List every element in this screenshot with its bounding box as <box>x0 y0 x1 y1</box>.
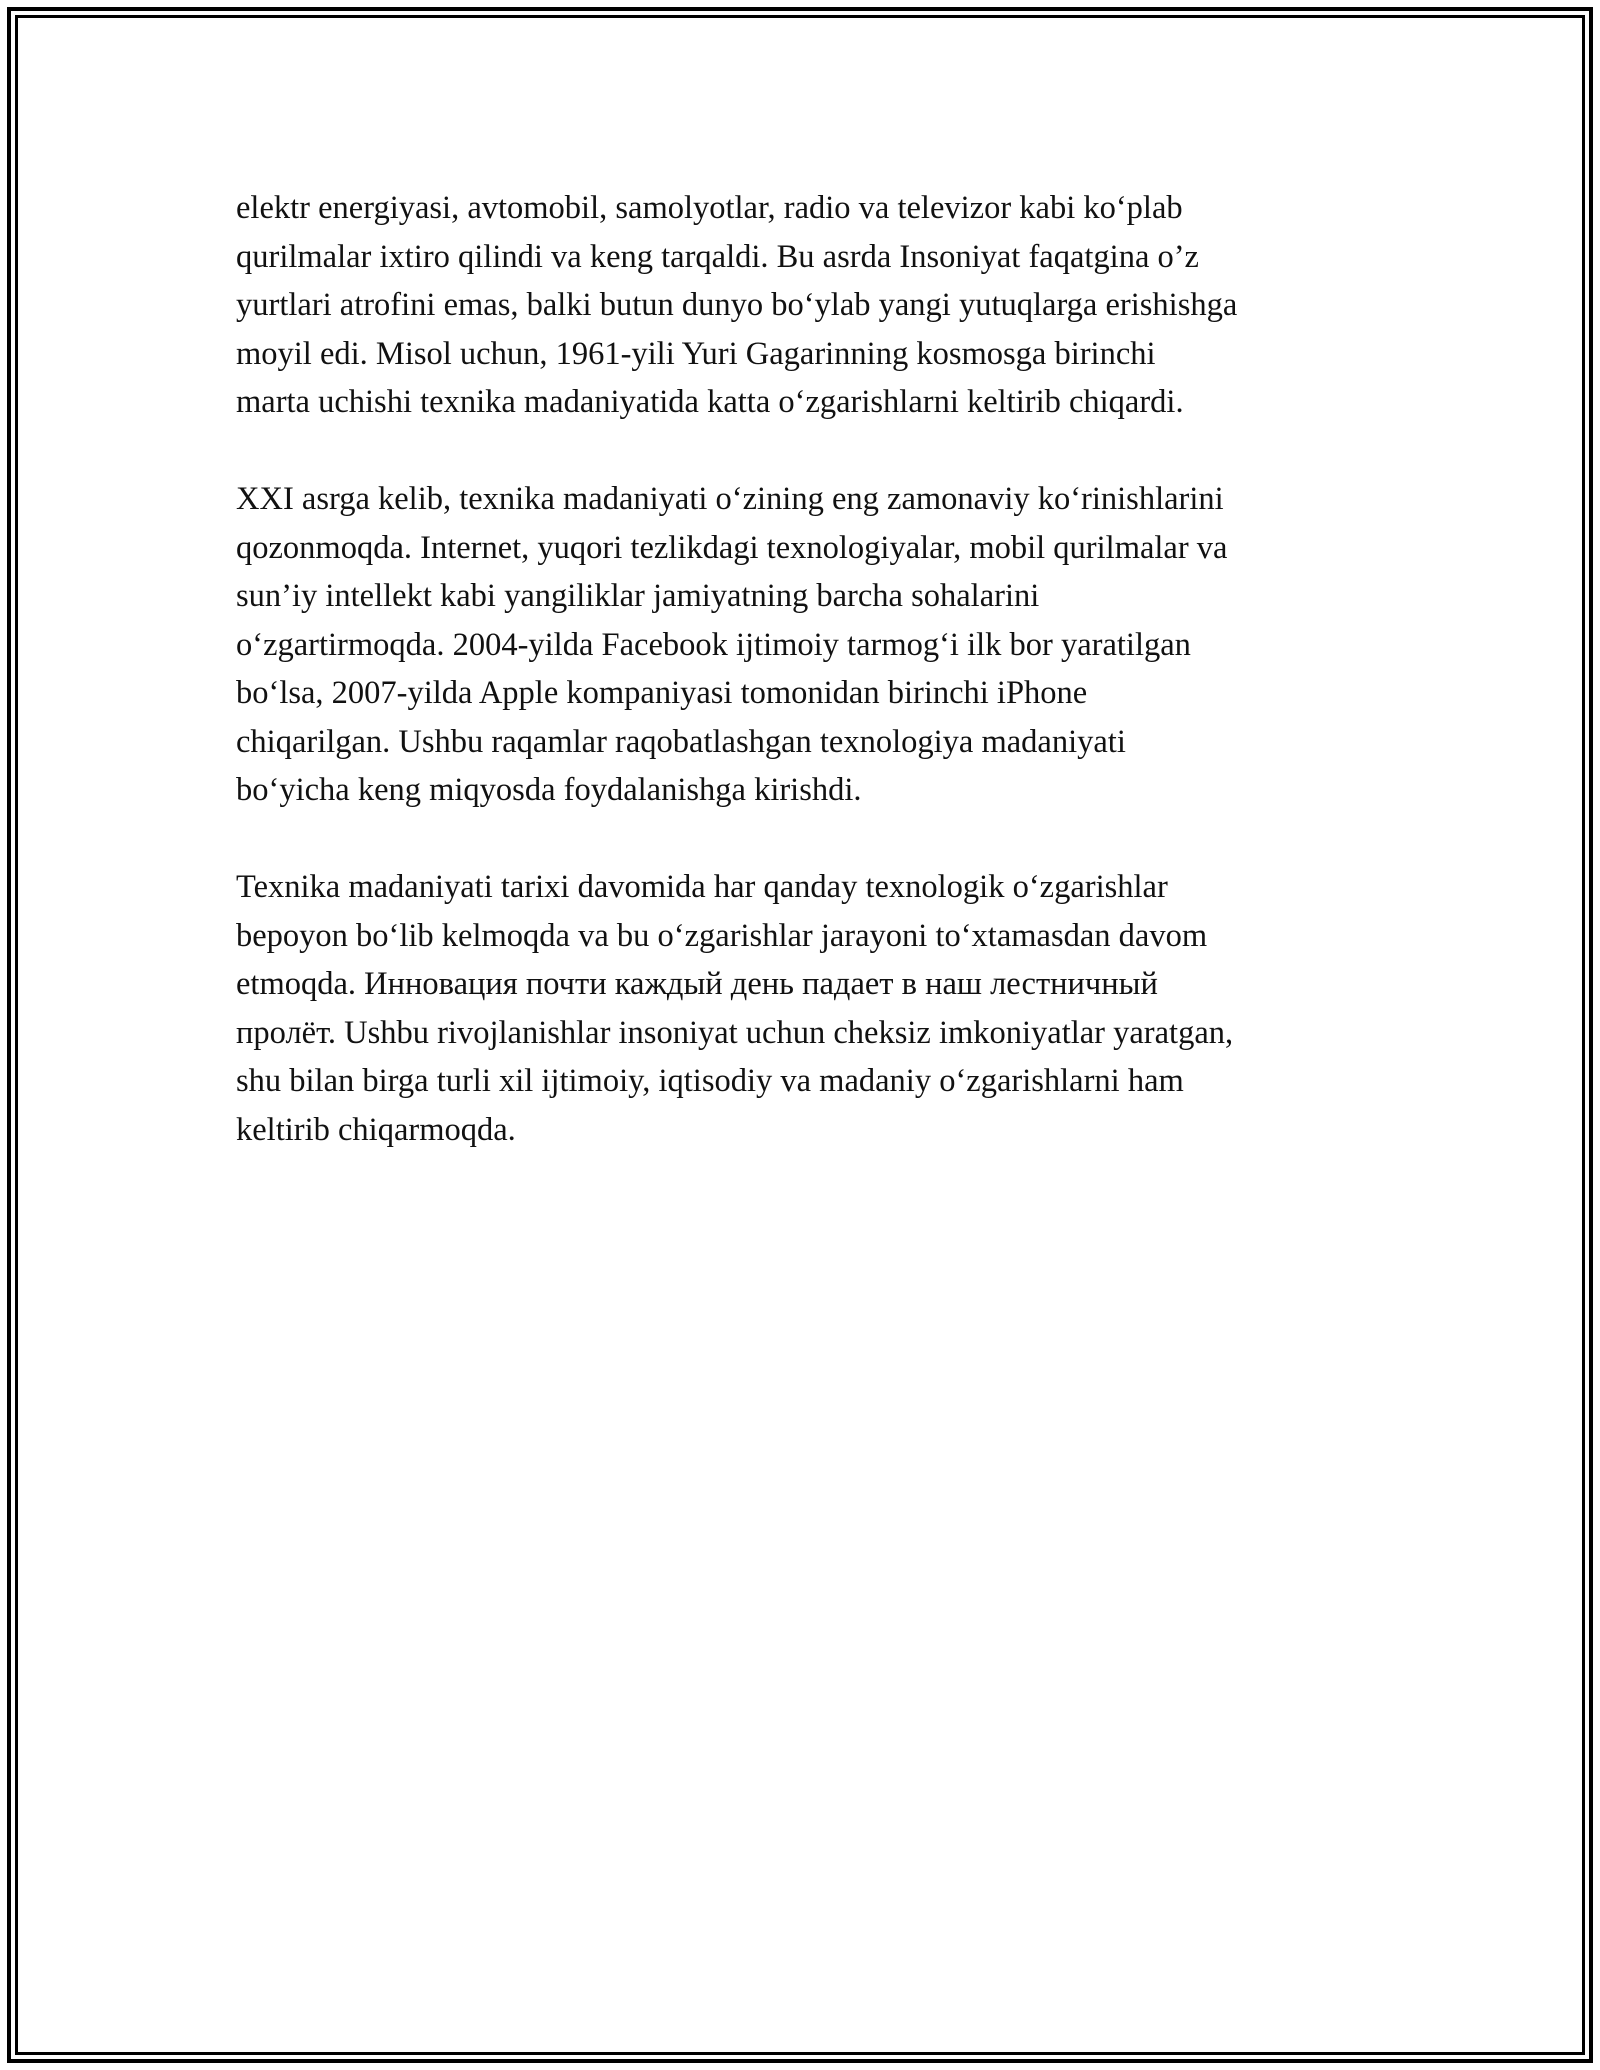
text-line: XXI asrga kelib, texnika madaniyati o‘zining eng zamonaviy ko‘rinishlarini <box>236 481 1224 517</box>
text-line: etmoqda. Инновация почти каждый день падает в наш лестничный <box>236 966 1158 1002</box>
text-line: marta uchishi texnika madaniyatida katta o‘zgarishlarni keltirib chiqardi. <box>236 384 1184 420</box>
text-line: keltirib chiqarmoqda. <box>236 1111 516 1148</box>
text-line: yurtlari atrofini emas, balki butun dunyo bo‘ylab yangi yutuqlarga erishishga <box>236 287 1238 323</box>
paragraph-1 <box>236 184 1386 427</box>
text-line: qozonmoqda. Internet, yuqori tezlikdagi texnologiyalar, mobil qurilmalar va <box>236 529 1228 566</box>
text-line: bepoyon bo‘lib kelmoqda va bu o‘zgarishlar jarayoni to‘xtamasdan davom <box>236 917 1208 954</box>
text-line: chiqarilgan. Ushbu raqamlar raqobatlashgan texnologiya madaniyati <box>236 723 1126 760</box>
text-line: bo‘yicha keng miqyosda foydalanishga kirishdi. <box>236 772 862 808</box>
paragraph-2 <box>236 475 1386 815</box>
text-line: пролёт. Ushbu rivojlanishlar insoniyat uchun cheksiz imkoniyatlar yaratgan, <box>236 1014 1234 1051</box>
text-line: elektr energiyasi, avtomobil, samolyotlar, radio va televizor kabi ko‘plab <box>236 190 1183 226</box>
text-line: sun’iy intellekt kabi yangiliklar jamiyatning barcha sohalarini <box>236 578 1040 614</box>
text-line: shu bilan birga turli xil ijtimoiy, iqtisodiy va madaniy o‘zgarishlarni ham <box>236 1063 1184 1099</box>
document-body <box>236 184 1386 1203</box>
text-line: Texnika madaniyati tarixi davomida har qanday texnologik o‘zgarishlar <box>236 869 1168 905</box>
text-line: o‘zgartirmoqda. 2004-yilda Facebook ijtimoiy tarmog‘i ilk bor yaratilgan <box>236 626 1191 663</box>
text-line: bo‘lsa, 2007-yilda Apple kompaniyasi tomonidan birinchi iPhone <box>236 675 1088 711</box>
text-line: moyil edi. Misol uchun, 1961-yili Yuri Gagarinning kosmosga birinchi <box>236 335 1156 372</box>
paragraph-3 <box>236 863 1386 1154</box>
text-line: qurilmalar ixtiro qilindi va keng tarqaldi. Bu asrda Insoniyat faqatgina o’z <box>236 238 1199 275</box>
